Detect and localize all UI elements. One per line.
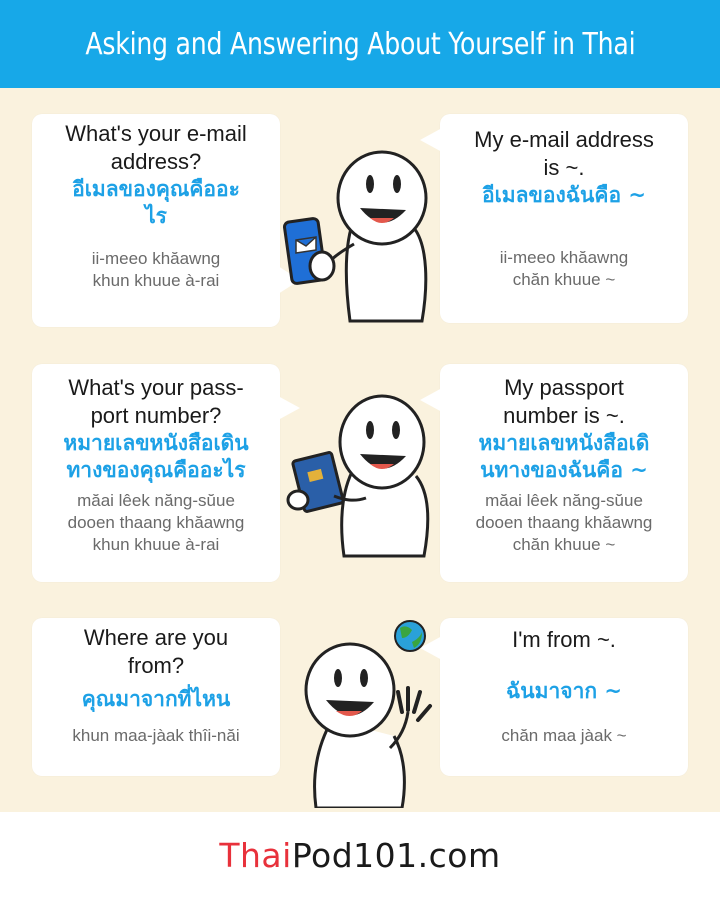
brand-logo[interactable] [219,836,500,875]
character-with-passport-illustration [284,388,440,560]
question-romanization: ii-meeo khăawng [91,249,221,268]
answer-romanization: măai lêek năng-sŭue [485,491,643,510]
answer-bubble-email [440,114,688,323]
answer-thai: หมายเลขหนังสือเดิ [478,431,650,455]
question-thai: ทางของคุณคืออะไร [66,458,246,482]
question-english: from? [127,653,185,678]
question-english: Where are you [83,625,229,650]
answer-romanization: dooen thaang khăawng [475,513,653,532]
question-romanization: khun maa-jàak thîi-năi [72,726,240,745]
character-waving-with-globe-illustration [282,608,438,808]
answer-romanization: chăn khuue ~ [512,270,616,289]
answer-bubble-origin [440,618,688,776]
answer-romanization: chăn maa jàak ~ [501,726,627,745]
question-romanization: dooen thaang khăawng [67,513,245,532]
question-bubble-origin [32,618,280,776]
question-english: port number? [90,403,222,428]
question-thai: อีเมลของคุณคืออะ [72,177,240,201]
character-with-phone-illustration [282,136,438,326]
footer [0,812,720,899]
answer-english: My e-mail address [474,127,654,152]
answer-english: I'm from ~. [512,627,616,652]
logo-pod101: Pod101.com [291,836,501,875]
question-thai: หมายเลขหนังสือเดิน [63,431,249,455]
content-panel [0,88,720,812]
answer-english: is ~. [543,155,585,180]
answer-english: My passport [504,375,624,400]
question-romanization: măai lêek năng-sŭue [77,491,235,510]
answer-romanization: chăn khuue ~ [512,535,616,554]
question-romanization: khun khuue à-rai [92,271,220,290]
question-english: address? [110,149,202,174]
header-bar [0,0,720,88]
question-english: What's your e-mail [65,121,247,146]
question-thai: คุณมาจากที่ไหน [81,687,231,711]
question-thai: ไร [145,204,167,228]
question-english: What's your pass- [68,375,244,400]
answer-bubble-passport [440,364,688,582]
answer-thai: ฉันมาจาก ~ [505,679,622,703]
question-romanization: khun khuue à-rai [92,535,220,554]
answer-thai: อีเมลของฉันคือ ~ [482,183,646,207]
answer-thai: นทางของฉันคือ ~ [480,458,648,482]
logo-thai: Thai [219,836,292,875]
answer-english: number is ~. [503,403,625,428]
question-bubble-email [32,114,280,327]
question-bubble-passport [32,364,280,582]
page-title: Asking and Answering About Yourself in Thai [85,26,635,62]
answer-romanization: ii-meeo khăawng [499,248,629,267]
